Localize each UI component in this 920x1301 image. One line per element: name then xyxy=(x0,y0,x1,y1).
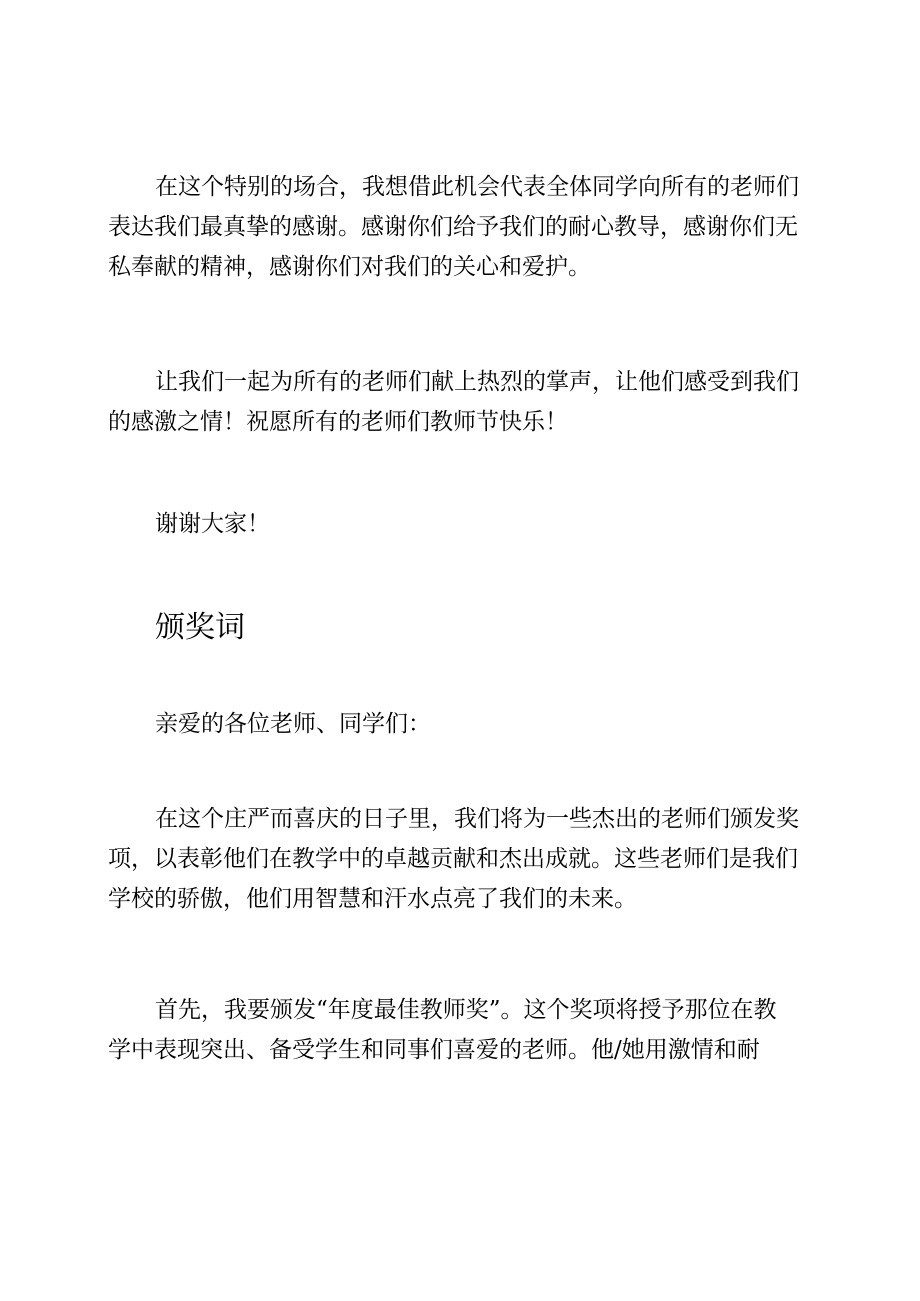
text-line: 学校的骄傲，他们用智慧和汗水点亮了我们的未来。 xyxy=(108,886,637,912)
text-line: 谢谢大家！ xyxy=(155,511,270,537)
paragraph-applause xyxy=(108,362,808,442)
paragraph-thanks xyxy=(108,167,808,287)
text-line: 的感激之情！祝愿所有的老师们教师节快乐！ xyxy=(108,409,568,435)
paragraph-greeting xyxy=(108,704,808,744)
section-heading: 颁奖词 xyxy=(155,610,245,645)
text-line: 项，以表彰他们在教学中的卓越贡献和杰出成就。这些老师们是我们 xyxy=(108,846,798,872)
paragraph-award-intro xyxy=(108,799,808,919)
text-line: 让我们一起为所有的老师们献上热烈的掌声，让他们感受到我们 xyxy=(155,369,799,395)
text-line: 学中表现突出、备受学生和同事们喜爱的老师。他/她用激情和耐 xyxy=(108,1037,760,1063)
text-line: 在这个特别的场合，我想借此机会代表全体同学向所有的老师们 xyxy=(155,174,799,200)
text-line: 首先，我要颁发“年度最佳教师奖”。这个奖项将授予那位在教 xyxy=(155,997,777,1023)
paragraph-best-teacher xyxy=(108,990,808,1070)
text-line: 表达我们最真挚的感谢。感谢你们给予我们的耐心教导，感谢你们无 xyxy=(108,214,798,240)
text-line: 亲爱的各位老师、同学们： xyxy=(155,711,431,737)
text-line: 私奉献的精神，感谢你们对我们的关心和爱护。 xyxy=(108,254,591,280)
paragraph-closing xyxy=(108,504,808,544)
text-line: 在这个庄严而喜庆的日子里，我们将为一些杰出的老师们颁发奖 xyxy=(155,806,799,832)
